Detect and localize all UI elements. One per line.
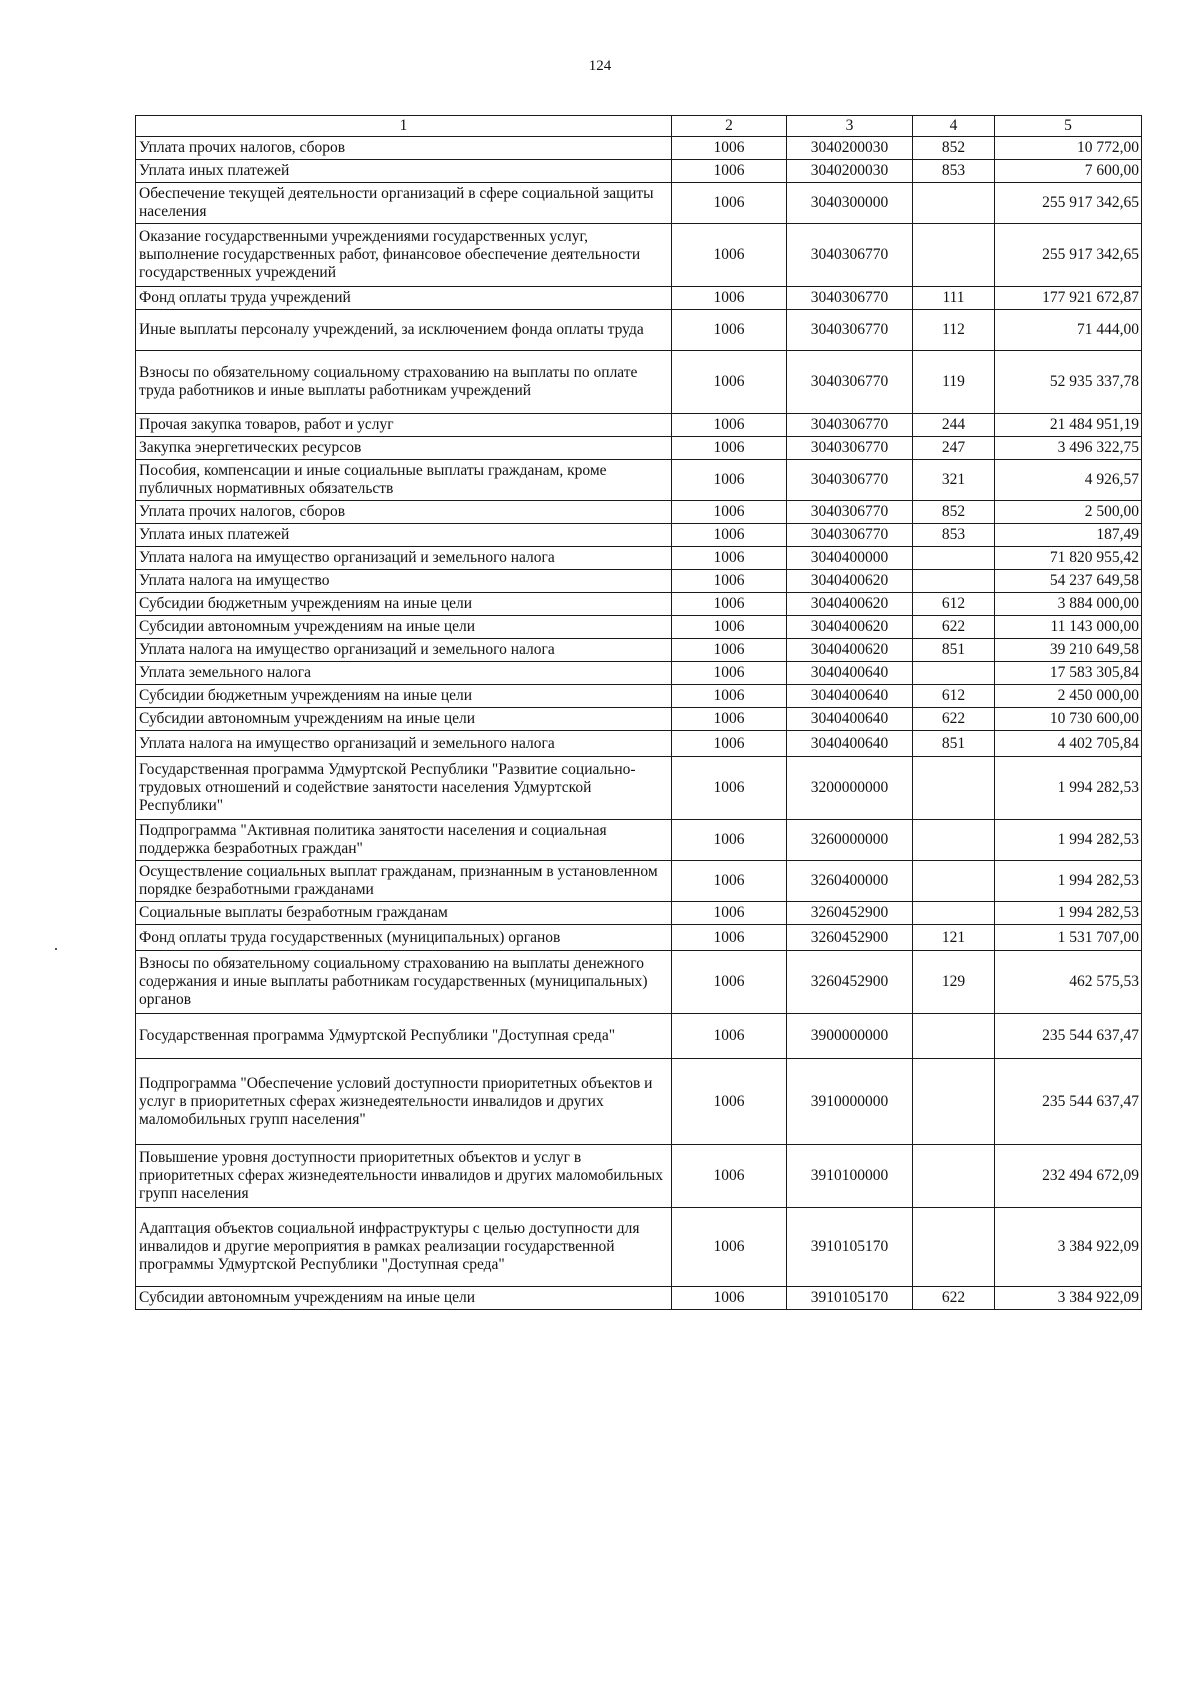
row-name: Субсидии бюджетным учреждениям на иные цели — [136, 593, 672, 616]
row-name: Пособия, компенсации и иные социальные выплаты гражданам, кроме публичных нормативных обязательств — [136, 460, 672, 501]
row-section-code: 1006 — [672, 757, 787, 820]
row-name: Уплата налога на имущество организаций и земельного налога — [136, 639, 672, 662]
budget-table — [135, 115, 1142, 1310]
row-section-code: 1006 — [672, 925, 787, 951]
table-row — [136, 616, 1142, 639]
table-row — [136, 437, 1142, 460]
table-row — [136, 1208, 1142, 1287]
row-section-code: 1006 — [672, 902, 787, 925]
row-expense-kind — [913, 861, 995, 902]
row-expense-kind — [913, 183, 995, 224]
row-target-code: 3040400640 — [787, 731, 913, 757]
row-target-code: 3040306770 — [787, 287, 913, 310]
row-section-code: 1006 — [672, 662, 787, 685]
row-section-code: 1006 — [672, 1208, 787, 1287]
row-expense-kind: 119 — [913, 351, 995, 414]
row-section-code: 1006 — [672, 287, 787, 310]
row-target-code: 3040306770 — [787, 224, 913, 287]
row-amount: 1 531 707,00 — [995, 925, 1142, 951]
table-row — [136, 731, 1142, 757]
row-section-code: 1006 — [672, 1287, 787, 1310]
table-row — [136, 639, 1142, 662]
row-section-code: 1006 — [672, 1059, 787, 1145]
row-expense-kind: 121 — [913, 925, 995, 951]
row-expense-kind: 622 — [913, 616, 995, 639]
row-name: Подпрограмма "Обеспечение условий доступности приоритетных объектов и услуг в приоритетных сферах жизнедеятельности инвалидов и других маломобильных групп населения" — [136, 1059, 672, 1145]
table-row — [136, 820, 1142, 861]
row-section-code: 1006 — [672, 685, 787, 708]
row-amount: 1 994 282,53 — [995, 757, 1142, 820]
table-row — [136, 902, 1142, 925]
row-expense-kind — [913, 1059, 995, 1145]
row-target-code: 3040306770 — [787, 437, 913, 460]
table-row — [136, 351, 1142, 414]
row-target-code: 3040306770 — [787, 310, 913, 351]
row-expense-kind: 321 — [913, 460, 995, 501]
row-name: Прочая закупка товаров, работ и услуг — [136, 414, 672, 437]
row-amount: 462 575,53 — [995, 951, 1142, 1014]
row-amount: 255 917 342,65 — [995, 224, 1142, 287]
table-row — [136, 501, 1142, 524]
row-target-code: 3260000000 — [787, 820, 913, 861]
row-section-code: 1006 — [672, 731, 787, 757]
table-row — [136, 224, 1142, 287]
row-amount: 187,49 — [995, 524, 1142, 547]
row-expense-kind — [913, 1208, 995, 1287]
row-name: Субсидии автономным учреждениям на иные цели — [136, 1287, 672, 1310]
row-target-code: 3040306770 — [787, 501, 913, 524]
row-amount: 54 237 649,58 — [995, 570, 1142, 593]
row-amount: 71 820 955,42 — [995, 547, 1142, 570]
row-expense-kind — [913, 757, 995, 820]
table-row — [136, 1014, 1142, 1059]
row-name: Субсидии автономным учреждениям на иные цели — [136, 616, 672, 639]
table-row — [136, 662, 1142, 685]
row-target-code: 3040200030 — [787, 137, 913, 160]
row-name: Уплата иных платежей — [136, 524, 672, 547]
row-section-code: 1006 — [672, 861, 787, 902]
row-expense-kind: 852 — [913, 137, 995, 160]
row-amount: 1 994 282,53 — [995, 861, 1142, 902]
table-row — [136, 570, 1142, 593]
header-row — [136, 116, 1142, 137]
table-row — [136, 685, 1142, 708]
table-row — [136, 593, 1142, 616]
table-row — [136, 925, 1142, 951]
row-section-code: 1006 — [672, 351, 787, 414]
row-name: Уплата налога на имущество организаций и земельного налога — [136, 731, 672, 757]
table-row — [136, 951, 1142, 1014]
row-name: Адаптация объектов социальной инфраструктуры с целью доступности для инвалидов и другие мероприятия в рамках реализации государственной программы Удмуртской Республики "Доступная среда" — [136, 1208, 672, 1287]
row-name: Уплата прочих налогов, сборов — [136, 137, 672, 160]
row-section-code: 1006 — [672, 639, 787, 662]
row-amount: 3 884 000,00 — [995, 593, 1142, 616]
header-col-2: 2 — [672, 116, 787, 137]
row-section-code: 1006 — [672, 524, 787, 547]
row-expense-kind: 853 — [913, 524, 995, 547]
table-row — [136, 460, 1142, 501]
row-amount: 10 772,00 — [995, 137, 1142, 160]
row-name: Уплата иных платежей — [136, 160, 672, 183]
row-target-code: 3040400620 — [787, 639, 913, 662]
row-amount: 2 500,00 — [995, 501, 1142, 524]
row-expense-kind: 247 — [913, 437, 995, 460]
row-expense-kind: 111 — [913, 287, 995, 310]
row-name: Осуществление социальных выплат гражданам, признанным в установленном порядке безработными гражданами — [136, 861, 672, 902]
row-expense-kind — [913, 662, 995, 685]
row-amount: 4 402 705,84 — [995, 731, 1142, 757]
row-target-code: 3040400620 — [787, 616, 913, 639]
row-target-code: 3040400640 — [787, 662, 913, 685]
row-section-code: 1006 — [672, 437, 787, 460]
row-section-code: 1006 — [672, 224, 787, 287]
table-row — [136, 414, 1142, 437]
row-target-code: 3040300000 — [787, 183, 913, 224]
table-row — [136, 137, 1142, 160]
row-target-code: 3040306770 — [787, 414, 913, 437]
row-expense-kind: 612 — [913, 685, 995, 708]
row-amount: 3 384 922,09 — [995, 1208, 1142, 1287]
row-expense-kind — [913, 820, 995, 861]
row-section-code: 1006 — [672, 820, 787, 861]
row-target-code: 3040306770 — [787, 460, 913, 501]
table-row — [136, 524, 1142, 547]
row-expense-kind — [913, 570, 995, 593]
scan-speck — [55, 948, 57, 950]
row-target-code: 3910000000 — [787, 1059, 913, 1145]
row-target-code: 3910100000 — [787, 1145, 913, 1208]
row-section-code: 1006 — [672, 310, 787, 351]
row-target-code: 3910105170 — [787, 1287, 913, 1310]
row-expense-kind — [913, 1145, 995, 1208]
row-amount: 17 583 305,84 — [995, 662, 1142, 685]
row-name: Взносы по обязательному социальному страхованию на выплаты по оплате труда работников и иные выплаты работникам учреждений — [136, 351, 672, 414]
table-row — [136, 547, 1142, 570]
row-name: Повышение уровня доступности приоритетных объектов и услуг в приоритетных сферах жизнедеятельности инвалидов и других маломобильных групп населения — [136, 1145, 672, 1208]
row-name: Оказание государственными учреждениями государственных услуг, выполнение государственных работ, финансовое обеспечение деятельности государственных учреждений — [136, 224, 672, 287]
row-section-code: 1006 — [672, 570, 787, 593]
row-target-code: 3040400640 — [787, 708, 913, 731]
page-number: 124 — [588, 58, 612, 74]
header-col-4: 4 — [913, 116, 995, 137]
row-section-code: 1006 — [672, 137, 787, 160]
row-target-code: 3260452900 — [787, 925, 913, 951]
row-amount: 3 496 322,75 — [995, 437, 1142, 460]
header-col-1: 1 — [136, 116, 672, 137]
row-name: Взносы по обязательному социальному страхованию на выплаты денежного содержания и иные выплаты работникам государственных (муниципальных) органов — [136, 951, 672, 1014]
row-expense-kind: 112 — [913, 310, 995, 351]
row-name: Государственная программа Удмуртской Республики "Доступная среда" — [136, 1014, 672, 1059]
row-expense-kind: 612 — [913, 593, 995, 616]
row-name: Социальные выплаты безработным гражданам — [136, 902, 672, 925]
table-row — [136, 287, 1142, 310]
row-section-code: 1006 — [672, 593, 787, 616]
row-section-code: 1006 — [672, 1014, 787, 1059]
table-row — [136, 310, 1142, 351]
row-section-code: 1006 — [672, 547, 787, 570]
row-section-code: 1006 — [672, 460, 787, 501]
row-target-code: 3260452900 — [787, 951, 913, 1014]
row-section-code: 1006 — [672, 951, 787, 1014]
row-name: Уплата налога на имущество организаций и земельного налога — [136, 547, 672, 570]
row-target-code: 3040400640 — [787, 685, 913, 708]
table-row — [136, 183, 1142, 224]
table-row — [136, 708, 1142, 731]
header-col-3: 3 — [787, 116, 913, 137]
row-amount: 10 730 600,00 — [995, 708, 1142, 731]
row-amount: 71 444,00 — [995, 310, 1142, 351]
row-amount: 21 484 951,19 — [995, 414, 1142, 437]
row-expense-kind: 622 — [913, 708, 995, 731]
table-row — [136, 1059, 1142, 1145]
row-amount: 235 544 637,47 — [995, 1014, 1142, 1059]
row-amount: 3 384 922,09 — [995, 1287, 1142, 1310]
row-target-code: 3200000000 — [787, 757, 913, 820]
row-amount: 235 544 637,47 — [995, 1059, 1142, 1145]
row-name: Субсидии бюджетным учреждениям на иные цели — [136, 685, 672, 708]
row-name: Фонд оплаты труда учреждений — [136, 287, 672, 310]
row-amount: 177 921 672,87 — [995, 287, 1142, 310]
row-name: Иные выплаты персоналу учреждений, за исключением фонда оплаты труда — [136, 310, 672, 351]
table-row — [136, 757, 1142, 820]
row-name: Субсидии автономным учреждениям на иные цели — [136, 708, 672, 731]
row-expense-kind — [913, 224, 995, 287]
row-section-code: 1006 — [672, 1145, 787, 1208]
table-row — [136, 1145, 1142, 1208]
row-expense-kind — [913, 1014, 995, 1059]
row-target-code: 3040400620 — [787, 593, 913, 616]
row-name: Закупка энергетических ресурсов — [136, 437, 672, 460]
row-target-code: 3910105170 — [787, 1208, 913, 1287]
table-row — [136, 861, 1142, 902]
row-section-code: 1006 — [672, 414, 787, 437]
row-target-code: 3040306770 — [787, 351, 913, 414]
row-name: Подпрограмма "Активная политика занятости населения и социальная поддержка безработных граждан" — [136, 820, 672, 861]
row-target-code: 3260400000 — [787, 861, 913, 902]
row-section-code: 1006 — [672, 616, 787, 639]
row-expense-kind: 851 — [913, 639, 995, 662]
row-name: Обеспечение текущей деятельности организаций в сфере социальной защиты населения — [136, 183, 672, 224]
row-expense-kind: 244 — [913, 414, 995, 437]
row-amount: 4 926,57 — [995, 460, 1142, 501]
table-row — [136, 160, 1142, 183]
row-target-code: 3260452900 — [787, 902, 913, 925]
row-expense-kind: 622 — [913, 1287, 995, 1310]
row-expense-kind: 852 — [913, 501, 995, 524]
row-name: Государственная программа Удмуртской Республики "Развитие социально-трудовых отношений и содействие занятости населения Удмуртской Республики" — [136, 757, 672, 820]
row-name: Уплата прочих налогов, сборов — [136, 501, 672, 524]
header-col-5: 5 — [995, 116, 1142, 137]
row-expense-kind — [913, 902, 995, 925]
row-amount: 1 994 282,53 — [995, 820, 1142, 861]
row-amount: 1 994 282,53 — [995, 902, 1142, 925]
row-name: Фонд оплаты труда государственных (муниципальных) органов — [136, 925, 672, 951]
row-section-code: 1006 — [672, 708, 787, 731]
row-target-code: 3040400620 — [787, 570, 913, 593]
table-body — [136, 137, 1142, 1310]
row-target-code: 3040200030 — [787, 160, 913, 183]
row-section-code: 1006 — [672, 183, 787, 224]
row-amount: 232 494 672,09 — [995, 1145, 1142, 1208]
row-amount: 7 600,00 — [995, 160, 1142, 183]
row-target-code: 3040306770 — [787, 524, 913, 547]
row-amount: 2 450 000,00 — [995, 685, 1142, 708]
row-section-code: 1006 — [672, 501, 787, 524]
row-section-code: 1006 — [672, 160, 787, 183]
row-amount: 52 935 337,78 — [995, 351, 1142, 414]
row-expense-kind: 853 — [913, 160, 995, 183]
row-amount: 11 143 000,00 — [995, 616, 1142, 639]
row-amount: 255 917 342,65 — [995, 183, 1142, 224]
row-expense-kind: 129 — [913, 951, 995, 1014]
row-expense-kind — [913, 547, 995, 570]
row-target-code: 3900000000 — [787, 1014, 913, 1059]
table-row — [136, 1287, 1142, 1310]
row-name: Уплата налога на имущество — [136, 570, 672, 593]
row-name: Уплата земельного налога — [136, 662, 672, 685]
row-expense-kind: 851 — [913, 731, 995, 757]
row-target-code: 3040400000 — [787, 547, 913, 570]
row-amount: 39 210 649,58 — [995, 639, 1142, 662]
